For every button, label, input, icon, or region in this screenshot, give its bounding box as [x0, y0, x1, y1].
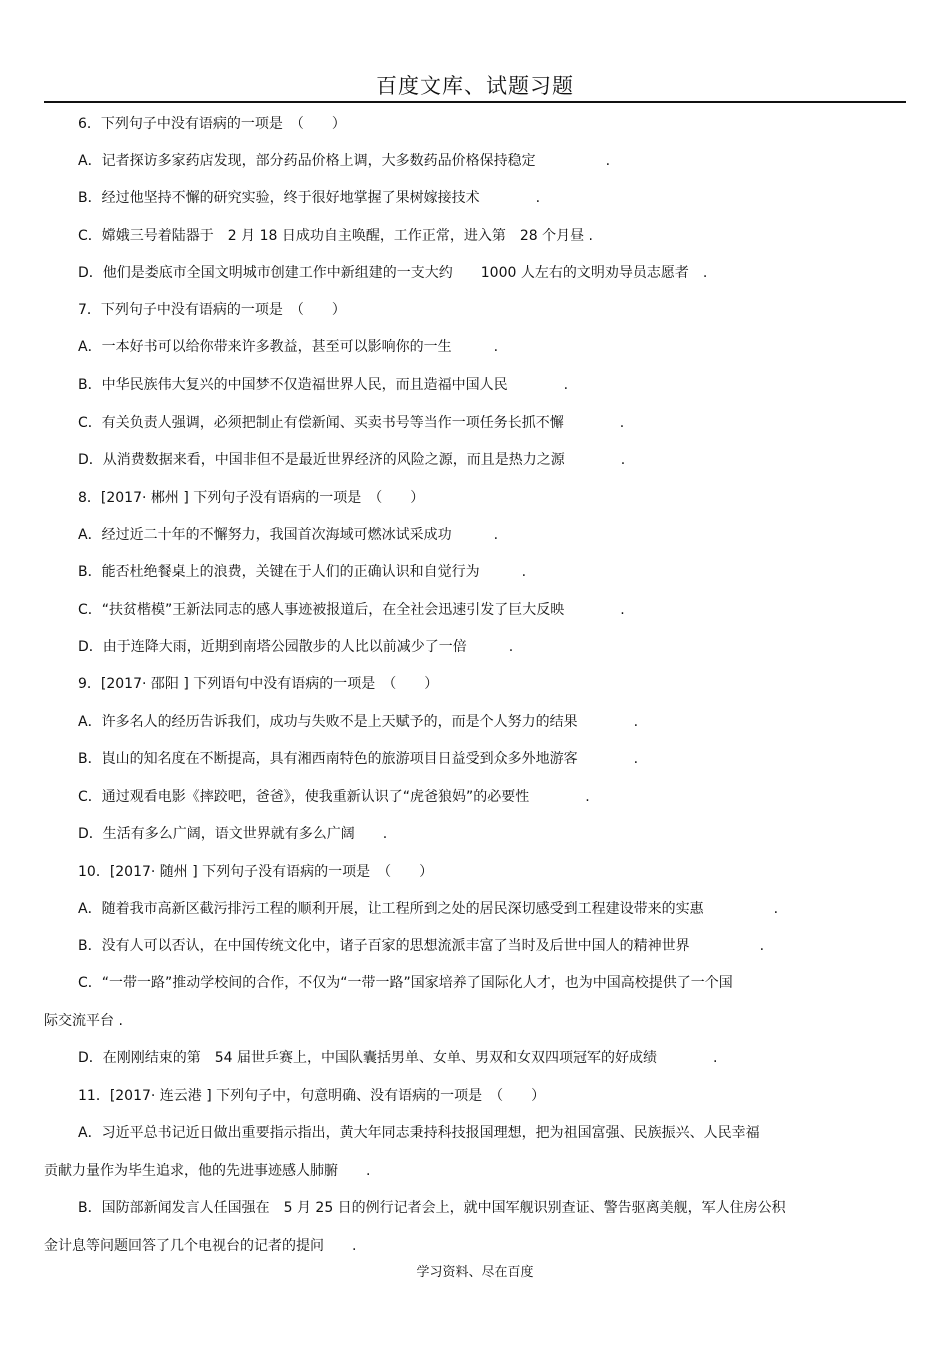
- page-header-title: 百度文库、试题习题: [376, 74, 574, 98]
- question-8-option-d: D．由于连降大雨，近期到南塔公园散步的人比以前减少了一倍 .: [78, 639, 514, 655]
- question-7-option-d: D．从消费数据来看，中国非但不是最近世界经济的风险之源，而且是热力之源 .: [78, 452, 626, 468]
- question-6-option-b: B．经过他坚持不懈的研究实验，终于很好地掌握了果树嫁接技术 .: [78, 190, 541, 206]
- question-9-option-b: B．崀山的知名度在不断提高，具有湘西南特色的旅游项目日益受到众多外地游客 .: [78, 751, 639, 767]
- question-9-option-d: D．生活有多么广阔，语文世界就有多么广阔 .: [78, 826, 388, 842]
- question-6-option-d: D．他们是娄底市全国文明城市创建工作中新组建的一支大约 1000 人左右的文明劝导员志愿者 .: [78, 265, 708, 281]
- question-7-stem: 7．下列句子中没有语病的一项是 （ ）: [78, 302, 346, 318]
- question-9-option-c: C．通过观看电影《摔跤吧，爸爸》，使我重新认识了“虎爸狼妈”的必要性 .: [78, 789, 590, 805]
- question-6-stem: 6．下列句子中没有语病的一项是 （ ）: [78, 116, 346, 132]
- question-8-stem: 8．[2017· 郴州 ] 下列句子没有语病的一项是 （ ）: [78, 490, 425, 506]
- question-6-option-a: A．记者探访多家药店发现，部分药品价格上调，大多数药品价格保持稳定 .: [78, 153, 611, 169]
- question-7-option-b: B．中华民族伟大复兴的中国梦不仅造福世界人民，而且造福中国人民 .: [78, 377, 569, 393]
- question-7-option-c: C．有关负责人强调，必须把制止有偿新闻、买卖书号等当作一项任务长抓不懈 .: [78, 415, 625, 431]
- question-8-option-b: B．能否杜绝餐桌上的浪费，关键在于人们的正确认识和自觉行为 .: [78, 564, 527, 580]
- question-11-stem: 11．[2017· 连云港 ] 下列句子中，句意明确、没有语病的一项是 （ ）: [78, 1088, 546, 1104]
- question-11-option-a: A．习近平总书记近日做出重要指示指出，黄大年同志秉持科技报国理想，把为祖国富强、民族振兴、人民幸福: [78, 1125, 760, 1141]
- question-10-option-b: B．没有人可以否认，在中国传统文化中，诸子百家的思想流派丰富了当时及后世中国人的精神世界 .: [78, 938, 765, 954]
- question-10-option-a: A．随着我市高新区截污排污工程的顺利开展，让工程所到之处的居民深切感受到工程建设带来的实惠 .: [78, 901, 779, 917]
- question-11-option-a-continued: 贡献力量作为毕生追求，他的先进事迹感人肺腑 .: [44, 1163, 371, 1179]
- question-9-stem: 9．[2017· 邵阳 ] 下列语句中没有语病的一项是 （ ）: [78, 676, 439, 692]
- question-6-option-c: C．嫦娥三号着陆器于 2 月 18 日成功自主唤醒，工作正常，进入第 28 个月昼 .: [78, 228, 594, 244]
- question-10-option-d: D．在刚刚结束的第 54 届世乒赛上，中国队囊括男单、女单、男双和女双四项冠军的好成绩 .: [78, 1050, 718, 1066]
- question-8-option-c: C．“扶贫楷模”王新法同志的感人事迹被报道后，在全社会迅速引发了巨大反映 .: [78, 602, 625, 618]
- question-9-option-a: A．许多名人的经历告诉我们，成功与失败不是上天赋予的，而是个人努力的结果 .: [78, 714, 639, 730]
- question-11-option-b: B．国防部新闻发言人任国强在 5 月 25 日的例行记者会上，就中国军舰识别查证、警告驱离美舰，军人住房公积: [78, 1200, 786, 1216]
- question-10-option-c-continued: 际交流平台 .: [44, 1013, 123, 1029]
- question-7-option-a: A．一本好书可以给你带来许多教益，甚至可以影响你的一生 .: [78, 339, 499, 355]
- header-divider: [44, 101, 906, 103]
- question-11-option-b-continued: 金计息等问题回答了几个电视台的记者的提问 .: [44, 1238, 357, 1254]
- question-10-stem: 10．[2017· 随州 ] 下列句子没有语病的一项是 （ ）: [78, 864, 434, 880]
- question-8-option-a: A．经过近二十年的不懈努力，我国首次海域可燃冰试采成功 .: [78, 527, 499, 543]
- question-10-option-c: C．“一带一路”推动学校间的合作，不仅为“一带一路”国家培养了国际化人才，也为中国高校提供了一个国: [78, 975, 733, 991]
- page-footer: 学习资料、尽在百度: [416, 1265, 534, 1280]
